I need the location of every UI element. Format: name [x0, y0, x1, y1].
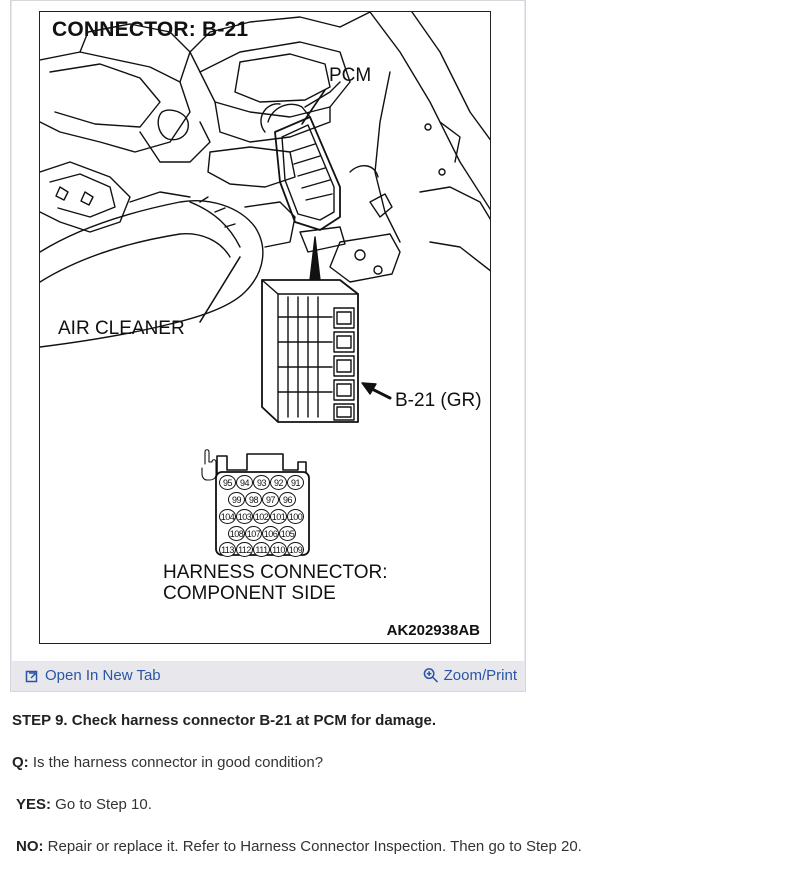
open-in-new-tab-link[interactable]	[24, 667, 161, 684]
pin-107: 107	[245, 526, 262, 541]
no-label: NO:	[16, 838, 44, 855]
pin-100: 100	[287, 509, 304, 524]
question-label: Q:	[12, 754, 29, 771]
pcm-label: PCM	[329, 65, 372, 86]
step-heading: STEP 9. Check harness connector B-21 at PCM for damage.	[12, 712, 437, 729]
question-text: Is the harness connector in good condition?	[28, 754, 324, 771]
pin-99: 99	[228, 492, 245, 507]
pin-110: 110	[270, 542, 287, 557]
pin-96: 96	[279, 492, 296, 507]
figure-toolbar	[11, 661, 525, 691]
pin-103: 103	[236, 509, 253, 524]
pin-92: 92	[270, 475, 287, 490]
figure-container	[10, 0, 526, 692]
figure-title: CONNECTOR: B-21	[52, 18, 249, 41]
pin-108: 108	[228, 526, 245, 541]
b21-label: B-21 (GR)	[395, 390, 482, 411]
pin-row-3	[219, 509, 304, 524]
pin-109: 109	[287, 542, 304, 557]
zoom-print-label: Zoom/Print	[443, 667, 517, 684]
pin-98: 98	[245, 492, 262, 507]
figure-canvas	[12, 1, 524, 661]
pin-94: 94	[236, 475, 253, 490]
pin-111: 111	[253, 542, 270, 557]
pin-row-1	[219, 475, 304, 490]
harness-label-line2: COMPONENT SIDE	[163, 583, 336, 604]
pin-112: 112	[236, 542, 253, 557]
pin-93: 93	[253, 475, 270, 490]
harness-label-line1: HARNESS CONNECTOR:	[163, 562, 388, 583]
pin-104: 104	[219, 509, 236, 524]
pin-row-4	[228, 526, 296, 541]
open-new-tab-icon	[24, 668, 40, 684]
pin-row-2	[228, 492, 296, 507]
pin-106: 106	[262, 526, 279, 541]
connector-diagram[interactable]	[39, 11, 491, 644]
zoom-in-icon	[423, 668, 439, 684]
air-cleaner-label: AIR CLEANER	[58, 318, 185, 339]
no-text: Repair or replace it. Refer to Harness Connector Inspection. Then go to Step 20.	[43, 838, 582, 855]
pin-91: 91	[287, 475, 304, 490]
yes-label: YES:	[16, 796, 52, 813]
pin-113: 113	[219, 542, 236, 557]
open-in-new-tab-label: Open In New Tab	[45, 667, 161, 684]
question-line	[12, 754, 323, 771]
pin-97: 97	[262, 492, 279, 507]
figure-code: AK202938AB	[386, 622, 480, 639]
pin-101: 101	[270, 509, 287, 524]
zoom-print-link[interactable]	[423, 667, 517, 684]
no-line	[16, 838, 582, 855]
pin-row-5	[219, 542, 304, 557]
pin-102: 102	[253, 509, 270, 524]
pin-105: 105	[279, 526, 296, 541]
yes-line	[16, 796, 152, 813]
yes-text: Go to Step 10.	[51, 796, 152, 813]
pin-95: 95	[219, 475, 236, 490]
